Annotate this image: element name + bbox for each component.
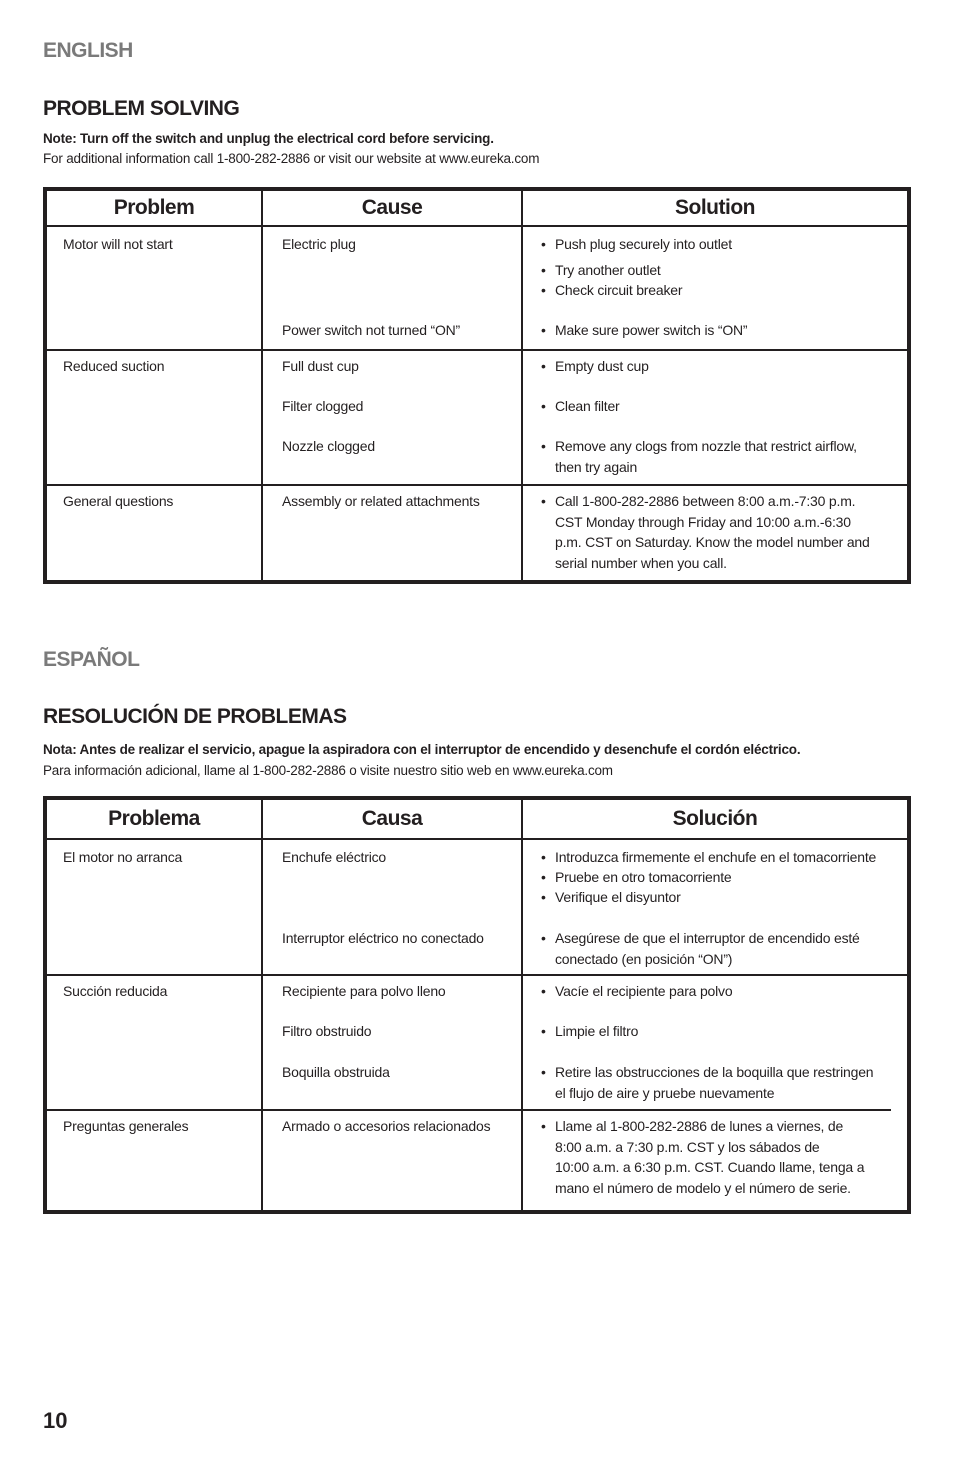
solution-cell	[521, 227, 907, 349]
problem-cell	[47, 227, 261, 349]
language-label-spanish: ESPAÑOL	[43, 648, 140, 671]
solution-item: • Pruebe en otro tomacorriente	[541, 869, 732, 885]
cause-cell	[261, 486, 521, 580]
solution-cell	[521, 976, 907, 1109]
cause-cell	[261, 351, 521, 484]
table-row	[47, 484, 907, 580]
contact-info-english: For additional information call 1-800-282-2886 or visit our website at www.eureka.com	[43, 151, 540, 166]
problem-text: El motor no arranca	[63, 849, 183, 865]
table-row	[47, 974, 907, 1109]
solution-item: • Remove any clogs from nozzle that restrict airflow, then try again	[541, 438, 857, 475]
section-title-spanish: RESOLUCIÓN DE PROBLEMAS	[43, 705, 347, 728]
solution-item: • Verifique el disyuntor	[541, 889, 681, 905]
table-row	[47, 1109, 907, 1210]
solution-item: • Make sure power switch is “ON”	[541, 322, 748, 338]
solution-cell	[521, 486, 907, 580]
solution-item: • Introduzca firmemente el enchufe en el tomacorriente	[541, 849, 877, 865]
cause-text: Interruptor eléctrico no conectado	[282, 930, 484, 946]
cause-text: Enchufe eléctrico	[282, 849, 386, 865]
solution-item: • Limpie el filtro	[541, 1023, 639, 1039]
section-title-english: PROBLEM SOLVING	[43, 97, 240, 120]
problem-cell	[47, 1109, 261, 1210]
cause-cell	[261, 840, 521, 974]
solution-cell	[521, 840, 907, 974]
problem-text: Reduced suction	[63, 358, 165, 374]
solution-item: • Clean filter	[541, 398, 620, 414]
problem-table-english	[43, 187, 911, 584]
cause-text: Assembly or related attachments	[282, 493, 480, 509]
cause-text: Electric plug	[282, 236, 356, 252]
service-note-english: Note: Turn off the switch and unplug the electrical cord before servicing.	[43, 131, 494, 146]
cause-cell	[261, 1109, 521, 1210]
cause-text: Boquilla obstruida	[282, 1064, 390, 1080]
contact-info-spanish: Para información adicional, llame al 1-800-282-2886 o visite nuestro sitio web en www.eureka.com	[43, 763, 613, 778]
header-problem: Problem	[113, 196, 195, 219]
service-note-spanish: Nota: Antes de realizar el servicio, apague la aspiradora con el interruptor de encendido y desenchufe el cordón eléctrico.	[43, 742, 801, 757]
cause-text: Armado o accesorios relacionados	[282, 1118, 491, 1134]
cause-text: Nozzle clogged	[282, 438, 375, 454]
table-header-row	[47, 800, 907, 838]
table-row	[47, 838, 907, 974]
cause-text: Recipiente para polvo lleno	[282, 983, 446, 999]
solution-item: • Call 1-800-282-2886 between 8:00 a.m.-7:30 p.m. CST Monday through Friday and 10:00 a.m.-6:30 p.m. CST on Saturday. Know the model number and serial number when you call.	[541, 493, 870, 571]
header-solution: Solución	[521, 800, 907, 838]
cause-cell	[261, 227, 521, 349]
problem-text: Preguntas generales	[63, 1118, 189, 1134]
page-number: 10	[43, 1408, 68, 1433]
row-divider	[523, 1109, 891, 1111]
cause-text: Filter clogged	[282, 398, 364, 414]
solution-item: • Vacíe el recipiente para polvo	[541, 983, 733, 999]
cause-text: Full dust cup	[282, 358, 359, 374]
cause-text: Power switch not turned “ON”	[282, 322, 461, 338]
language-label-english: ENGLISH	[43, 39, 133, 62]
cause-text: Filtro obstruido	[282, 1023, 372, 1039]
header-solution: Solution	[521, 191, 907, 225]
solution-item: • Try another outlet	[541, 262, 661, 278]
header-problem: Problema	[108, 807, 200, 830]
header-cause: Causa	[261, 800, 521, 838]
solution-item: • Retire las obstrucciones de la boquilla que restringen el flujo de aire y pruebe nuevamente	[541, 1064, 874, 1101]
table-header-row	[47, 191, 907, 225]
solution-cell	[521, 351, 907, 484]
solution-item: • Llame al 1-800-282-2886 de lunes a viernes, de 8:00 a.m. a 7:30 p.m. CST y los sábados de 10:00 a.m. a 6:30 p.m. CST. Cuando llame, tenga a mano el número de modelo y el número de serie.	[541, 1118, 865, 1196]
header-cause: Cause	[261, 191, 521, 225]
problem-table-spanish	[43, 796, 911, 1214]
solution-item: • Push plug securely into outlet	[541, 236, 732, 252]
solution-cell	[521, 1109, 907, 1210]
problem-cell	[47, 351, 261, 484]
cause-cell	[261, 976, 521, 1109]
solution-item: • Empty dust cup	[541, 358, 649, 374]
problem-text: Succión reducida	[63, 983, 168, 999]
problem-text: General questions	[63, 493, 174, 509]
solution-item: • Check circuit breaker	[541, 282, 683, 298]
table-row	[47, 349, 907, 484]
table-row	[47, 225, 907, 349]
problem-cell	[47, 976, 261, 1109]
problem-cell	[47, 840, 261, 974]
problem-cell	[47, 486, 261, 580]
solution-item: • Asegúrese de que el interruptor de encendido esté conectado (en posición “ON”)	[541, 930, 860, 967]
problem-text: Motor will not start	[63, 236, 173, 252]
